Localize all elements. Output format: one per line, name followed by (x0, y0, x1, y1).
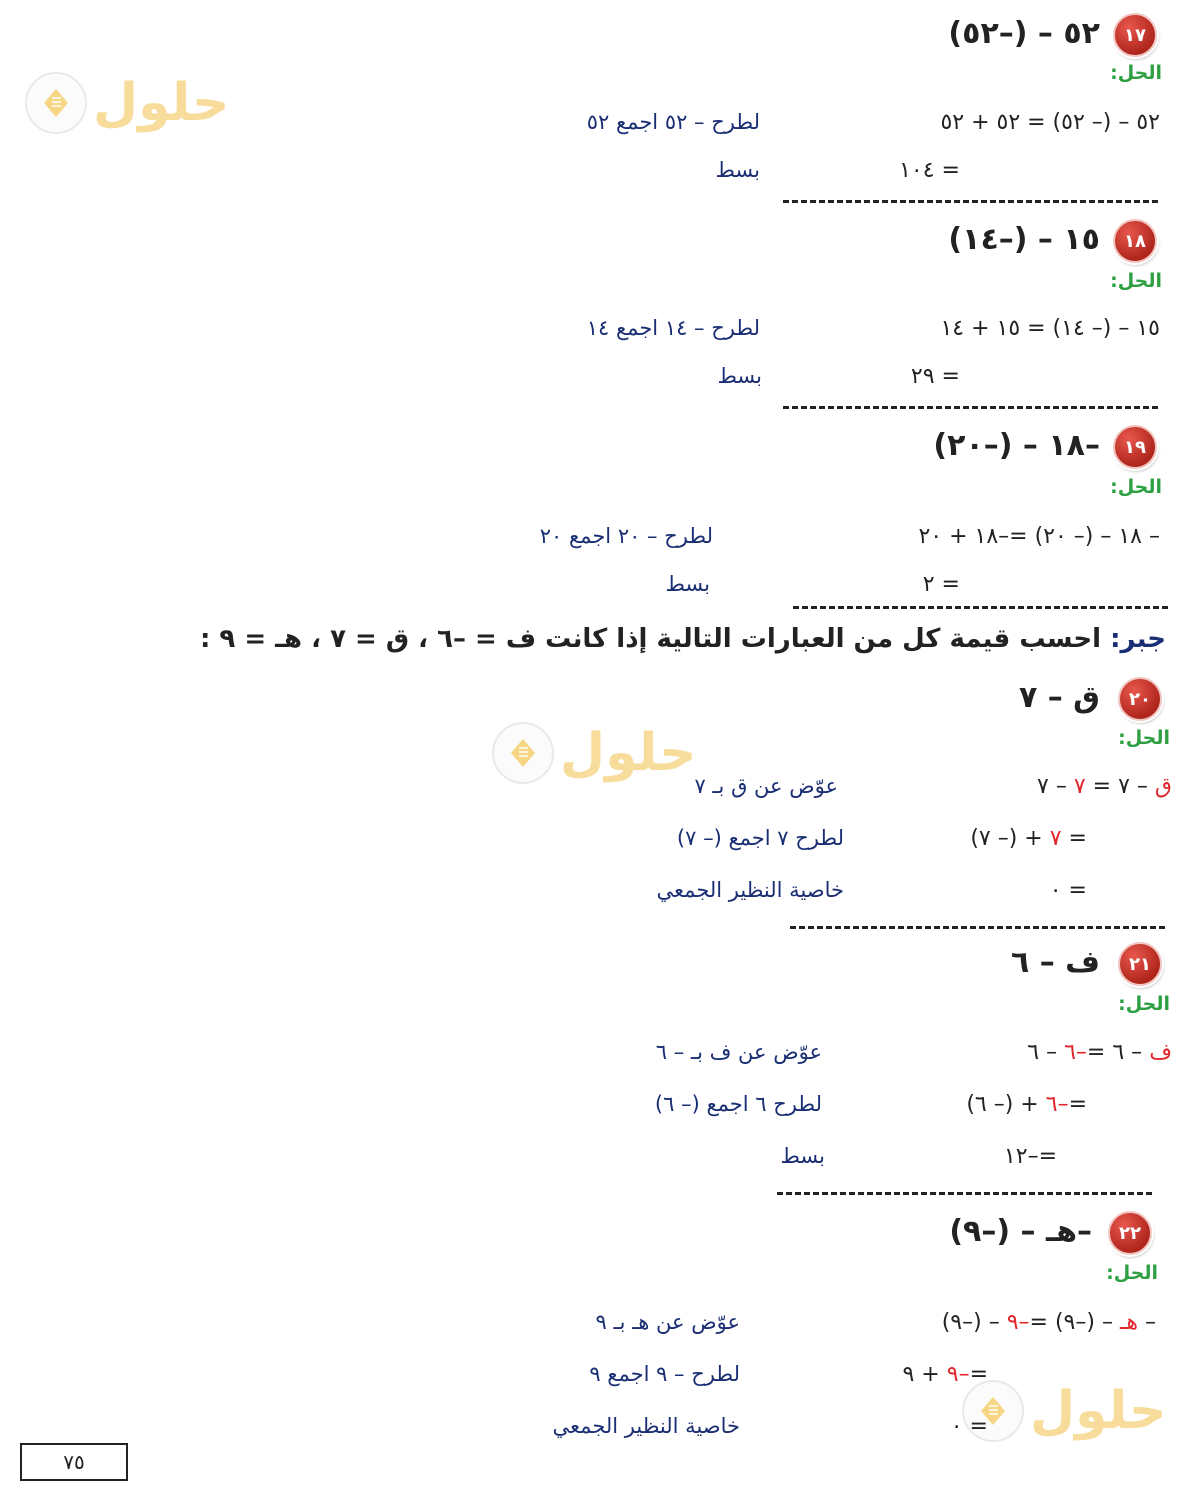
separator-line (783, 200, 1158, 203)
problem-expression: ف – ٦ (1010, 945, 1100, 980)
solution-note: خاصية النظير الجمعي (552, 1414, 740, 1438)
problem-expression: –١٨ – (–٢٠) (933, 428, 1100, 463)
watermark-text: حلول (560, 723, 697, 783)
solution-label: الحل: (1110, 476, 1162, 498)
solution-equation: ٥٢ – (– ٥٢) = ٥٢ + ٥٢ (940, 110, 1160, 135)
watermark-book-icon (492, 722, 554, 784)
eq-part: – ٧ (1037, 774, 1074, 799)
section-heading (200, 624, 1166, 654)
solution-equation: =–١٢ (1003, 1144, 1057, 1169)
substituted-value: –٦ (1045, 1092, 1069, 1117)
substituted-value: –٩ (1006, 1310, 1030, 1335)
eq-part: – ٦ (1027, 1040, 1065, 1065)
problem-number-badge: ٢١ (1118, 942, 1162, 986)
problem-expression: ٥٢ – (–٥٢) (948, 16, 1100, 51)
solution-equation (970, 826, 1087, 851)
solution-note: خاصية النظير الجمعي (656, 878, 844, 902)
problem-number-badge: ١٨ (1113, 219, 1157, 263)
separator-line (793, 606, 1168, 609)
solution-label: الحل: (1118, 993, 1170, 1015)
solution-equation (902, 1362, 988, 1387)
substituted-value: –٦ (1064, 1040, 1087, 1065)
solution-equation: = ٠ (1049, 878, 1087, 903)
problem-expression: –هـ – (–٩) (949, 1214, 1092, 1249)
solution-equation: = ٢٩ (910, 364, 960, 389)
solution-equation: = ٠ (950, 1414, 988, 1439)
substituted-value: ٧ (1049, 826, 1062, 851)
variable: هـ (1119, 1310, 1138, 1335)
solution-equation (1027, 1040, 1172, 1065)
eq-part: – ٧ = (1085, 774, 1155, 799)
solution-note: بسط (665, 572, 710, 596)
solution-label: الحل: (1118, 727, 1170, 749)
solution-note: بسط (780, 1144, 825, 1168)
solution-equation: – ١٨ – (– ٢٠) =–١٨ + ٢٠ (918, 524, 1160, 549)
separator-line (777, 1192, 1152, 1195)
solution-note: عوّض عن ق بـ ٧ (694, 774, 838, 798)
eq-part: – ٦ = (1086, 1040, 1150, 1065)
solution-equation (966, 1092, 1087, 1117)
eq-part: + (– ٦) (966, 1092, 1046, 1117)
solution-note: لطرح ٧ اجمع (– ٧) (676, 826, 844, 850)
solution-note: بسط (717, 364, 762, 388)
watermark-logo (25, 72, 229, 134)
solution-note: لطرح – ٥٢ اجمع ٥٢ (586, 110, 760, 134)
page-number: ٧٥ (20, 1443, 128, 1481)
solution-label: الحل: (1110, 270, 1162, 292)
solution-note: لطرح – ١٤ اجمع ١٤ (586, 316, 760, 340)
watermark-text: حلول (93, 73, 230, 133)
eq-part: – (1138, 1310, 1156, 1335)
solution-note: لطرح ٦ اجمع (– ٦) (654, 1092, 822, 1116)
eq-part: = (1061, 826, 1087, 851)
solution-equation: = ٢ (922, 572, 960, 597)
solution-note: لطرح – ٢٠ اجمع ٢٠ (539, 524, 713, 548)
section-text: احسب قيمة كل من العبارات التالية إذا كانت ف = –٦ ، ق = ٧ ، هـ = ٩ : (199, 624, 1101, 654)
watermark-logo (962, 1380, 1166, 1442)
separator-line (783, 406, 1158, 409)
solution-equation: ١٥ – (– ١٤) = ١٥ + ١٤ (940, 316, 1160, 341)
solution-note: لطرح – ٩ اجمع ٩ (589, 1362, 740, 1386)
section-label: جبر: (1110, 624, 1166, 654)
solution-note: بسط (715, 158, 760, 182)
variable: ق (1154, 774, 1172, 799)
solution-equation: = ١٠٤ (899, 158, 960, 183)
problem-number-badge: ٢٠ (1118, 677, 1162, 721)
solution-note: عوّض عن ف بـ – ٦ (655, 1040, 822, 1064)
eq-part: = (969, 1362, 988, 1387)
problem-number-badge: ١٧ (1113, 13, 1157, 57)
eq-part: – (–٩) (941, 1310, 1007, 1335)
watermark-text: حلول (1030, 1381, 1167, 1441)
problem-expression: ١٥ – (–١٤) (948, 222, 1100, 257)
solution-equation (942, 1310, 1156, 1335)
substituted-value: –٩ (946, 1362, 970, 1387)
substituted-value: ٧ (1073, 774, 1086, 799)
eq-part: + (– ٧) (970, 826, 1050, 851)
problem-expression: ق – ٧ (1018, 680, 1100, 715)
problem-number-badge: ١٩ (1113, 425, 1157, 469)
watermark-logo (492, 722, 696, 784)
eq-part: = (1068, 1092, 1087, 1117)
variable: ف (1149, 1040, 1172, 1065)
watermark-book-icon (25, 72, 87, 134)
solution-equation (1037, 774, 1172, 799)
eq-part: – (–٩) = (1029, 1310, 1120, 1335)
solution-label: الحل: (1110, 62, 1162, 84)
solution-label: الحل: (1106, 1262, 1158, 1284)
eq-part: + ٩ (902, 1362, 947, 1387)
solution-note: عوّض عن هـ بـ ٩ (595, 1310, 740, 1334)
separator-line (790, 926, 1165, 929)
problem-number-badge: ٢٢ (1108, 1211, 1152, 1255)
